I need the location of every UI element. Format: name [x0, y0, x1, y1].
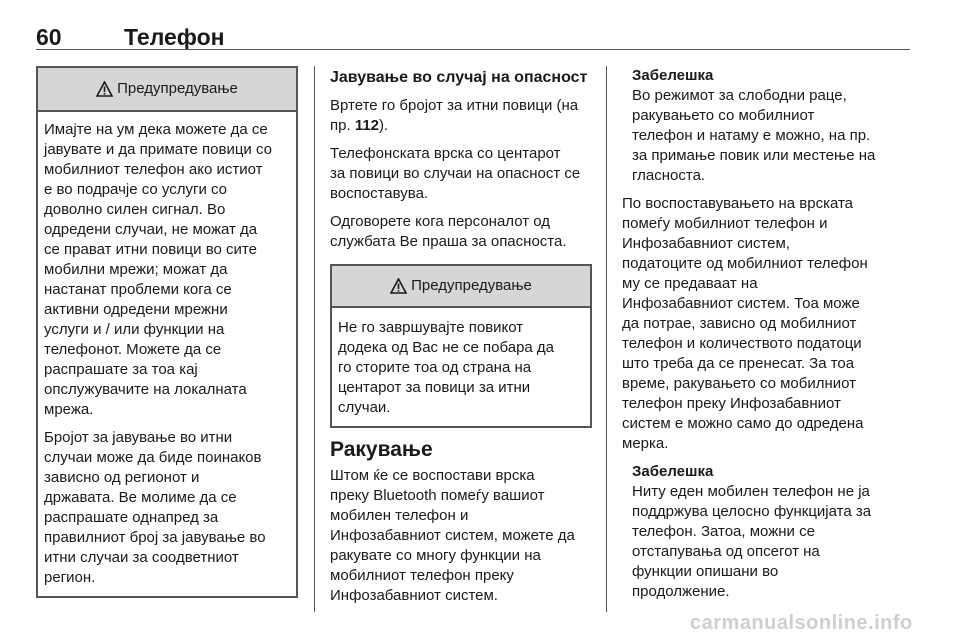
text-line: функции опишани во	[632, 563, 779, 580]
text-line: поддржува целосно функцијата за	[632, 503, 872, 520]
text-line: му се предаваат на	[622, 275, 758, 292]
text-line: доволно силен сигнал. Во	[44, 201, 226, 218]
text-line: мобилниот телефон ако истиот	[44, 161, 263, 178]
text-line: распрашате однапред за	[44, 509, 219, 526]
warning-paragraph	[44, 428, 290, 588]
text-line: Телефонската врска со центарот	[330, 145, 561, 162]
column-divider	[606, 66, 607, 612]
header-rule	[36, 49, 910, 50]
column-middle	[330, 66, 592, 614]
text-line: време, ракувањето со мобилниот	[622, 375, 857, 392]
warning-label: Предупредување	[411, 277, 532, 294]
paragraph	[330, 144, 592, 204]
text-line: Имајте на ум дека можете да се	[44, 121, 268, 138]
text-line: за повици во случаи на опасност се	[330, 165, 581, 182]
text-line: правилниот број за јавување во	[44, 529, 266, 546]
text-line: итни случаи за соодветниот	[44, 549, 239, 566]
text-line: Одговорете кога персоналот од	[330, 213, 551, 230]
warning-header	[38, 68, 296, 112]
text-line: телефонот. Можете да се	[44, 341, 222, 358]
note-text	[632, 86, 892, 186]
text-line: што треба да се пренесат. За тоа	[622, 355, 855, 372]
text-line: По воспоставувањето на врската	[622, 195, 854, 212]
text-line: за примање повик или местење на	[632, 147, 876, 164]
warning-box	[36, 66, 298, 598]
warning-paragraph	[44, 120, 290, 420]
text-line: додека од Вас не се побара да	[338, 339, 555, 356]
text-line: го сторите тоа од страна на	[338, 359, 532, 376]
text-line: телефон преку Инфозабавниот	[622, 395, 841, 412]
paragraph: Вртете го бројот за итни повици (на пр. 112).	[330, 97, 579, 134]
page-number: 60	[36, 24, 62, 50]
text-line: одредени случаи, не можат да	[44, 221, 258, 238]
text-line: зависно од регионот и	[44, 469, 200, 486]
section-heading-operation: Ракување	[330, 438, 433, 461]
text-line: телефон и натаму е можно, на пр.	[632, 127, 871, 144]
page-title: Телефон	[124, 24, 225, 50]
watermark: carmanualsonline.info	[690, 612, 913, 634]
warning-body	[38, 112, 296, 596]
text-line: Штом ќе се воспостави врска	[330, 467, 535, 484]
warning-triangle-icon	[390, 278, 407, 294]
page-header	[36, 24, 910, 52]
text-line: да потрае, зависно од мобилниот	[622, 315, 857, 332]
column-right	[622, 66, 892, 602]
text-line: отстапувања од опсегот на	[632, 543, 820, 560]
note	[622, 462, 892, 602]
note-title: Забелешка	[632, 67, 714, 84]
text-line: е во подрачје со услуги со	[44, 181, 228, 198]
text-line: гласноста.	[632, 167, 706, 184]
text-line: Инфозабавниот систем, можете да	[330, 527, 575, 544]
text-line: центарот за повици за итни	[338, 379, 531, 396]
note	[622, 66, 892, 186]
paragraph	[330, 212, 592, 252]
text-line: помеѓу мобилниот телефон и	[622, 215, 828, 232]
warning-body	[332, 308, 590, 426]
note-title: Забелешка	[632, 463, 714, 480]
text-line: Инфозабавниот систем.	[330, 587, 498, 604]
page-reference: 112	[354, 117, 380, 134]
warning-label: Предупредување	[117, 80, 238, 97]
text-line: телефон. Затоа, можни се	[632, 523, 815, 540]
text-line: мобилниот телефон преку	[330, 567, 514, 584]
text-line: случаи може да биде поинаков	[44, 449, 262, 466]
text-line: систем е можно само до одредена	[622, 415, 864, 432]
text-line: настанат проблеми кога се	[44, 281, 232, 298]
warning-box	[330, 264, 592, 428]
column-divider	[314, 66, 315, 612]
text-line: јавувате и да примате повици со	[44, 141, 272, 158]
text-line: ракувањето со мобилниот	[632, 107, 815, 124]
text-line: услуги и / или функции на	[44, 321, 225, 338]
text-line: Не го завршувајте повикот	[338, 319, 524, 336]
text-line: Во режимот за слободни раце,	[632, 87, 847, 104]
text-line: мрежа.	[44, 401, 94, 418]
text-line: мобилни мрежи; можат да	[44, 261, 228, 278]
text-line: податоците од мобилниот телефон	[622, 255, 868, 272]
text-line: преку Bluetooth помеѓу вашиот	[330, 487, 545, 504]
text-line: распрашате за тоа кај	[44, 361, 198, 378]
text-line: регион.	[44, 569, 96, 586]
text-line: продолжение.	[632, 583, 730, 600]
text-line: Инфозабавниот систем,	[622, 235, 790, 252]
text-line: Бројот за јавување во итни	[44, 429, 233, 446]
text-line: ракувате со многу функции на	[330, 547, 541, 564]
text-line: Ниту еден мобилен телефон не ја	[632, 483, 870, 500]
paragraph	[330, 466, 592, 606]
note-text	[632, 482, 892, 602]
text-line: воспоставува.	[330, 185, 429, 202]
section-heading-emergency: Јавување во случај на опасност	[330, 69, 588, 86]
text-line: државата. Ве молиме да се	[44, 489, 237, 506]
text-line: мерка.	[622, 435, 669, 452]
paragraph	[622, 194, 892, 454]
text-line: активни одредени мрежни	[44, 301, 228, 318]
text-line: случаи.	[338, 399, 391, 416]
warning-triangle-icon	[96, 81, 113, 97]
warning-header	[332, 266, 590, 308]
text-line: се прават итни повици во сите	[44, 241, 257, 258]
text-line: службата Ве праша за опасноста.	[330, 233, 567, 250]
column-left	[36, 66, 298, 598]
text-line: опслужувачите на локалната	[44, 381, 247, 398]
text-line: телефон и количеството податоци	[622, 335, 862, 352]
warning-paragraph	[338, 318, 584, 418]
text-line: мобилен телефон и	[330, 507, 469, 524]
text-line: Инфозабавниот систем. Тоа може	[622, 295, 860, 312]
